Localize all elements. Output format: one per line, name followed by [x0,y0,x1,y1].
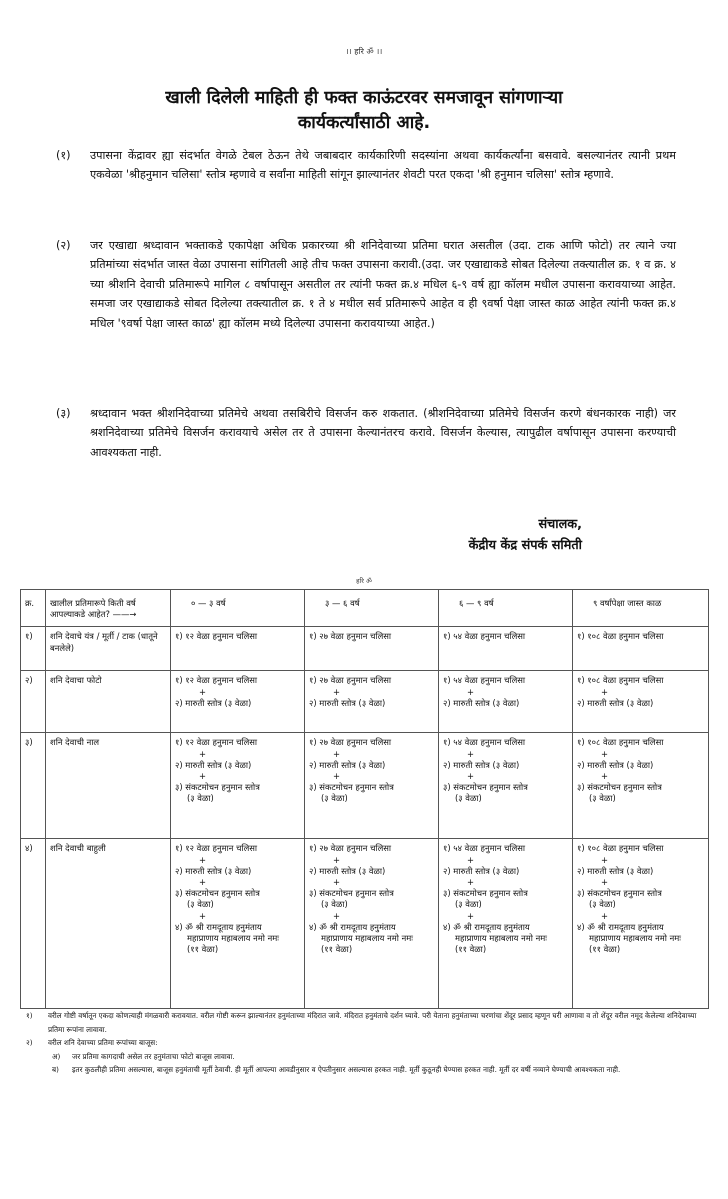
row-number: २) [21,671,46,733]
upasana-item: २) मारुती स्तोत्र (३ वेळा) [309,865,386,876]
header-6-9-years: ६ — ९ वर्ष [439,590,573,627]
upasana-item: ४) ॐ श्री रामदूताय हनुमंताय [577,921,664,932]
upasana-item: (११ वेळा) [321,944,353,955]
signature-title: संचालक, [538,517,582,532]
upasana-item: ३) संकटमोचन हनुमान स्तोत्र [443,888,528,899]
plus-sign: + [199,771,207,782]
row-image-type: शनि देवाची बाहुली [46,839,171,1009]
plus-sign: + [467,910,475,921]
table-row [21,671,709,733]
plus-sign: + [467,877,475,888]
plus-sign: + [199,748,207,759]
plus-sign: + [467,771,475,782]
paragraph-number: (१) [56,149,71,162]
upasana-item: (३ वेळा) [321,899,348,910]
upasana-item: (३ वेळा) [321,793,348,804]
plus-sign: + [467,748,475,759]
footnote-key: ब) [52,1065,59,1075]
plus-sign: + [199,910,207,921]
paragraph-3 [56,404,676,462]
upasana-item: १) ५४ वेळा हनुमान चलिसा [443,737,526,748]
upasana-item: १) १२ वेळा हनुमान चलिसा [175,631,258,642]
upasana-item: २) मारुती स्तोत्र (३ वेळा) [175,759,252,770]
upasana-item: ४) ॐ श्री रामदूताय हनुमंताय [309,921,396,932]
plus-sign: + [333,686,341,697]
paragraph-text: जर एखाद्या श्रध्दावान भक्ताकडे एकापेक्षा अधिक प्रकारच्या श्री शनिदेवाच्या प्रतिमा घरात असतील (उदा. टाक आणि फोटो) तर त्याने ज्या प्रतिमांच्या संदर्भात जास्त वेळा उपासना सांगितली आहे तीच फक्त उपासना करावी.(उदा. जर एखाद्याकडे सोबत दिलेल्या तक्त्यातील क्र. १ व क्र. ४ च्या श्रीशनि देवाची प्रतिमारूपे मागिल ८ वर्षापासून असतील तर त्यांनी फक्त क्र.४ मधिल ६-९ वर्ष ह्या कॉलम मधील उपासना करावयाच्या आहेत. समजा जर एखाद्याकडे सोबत दिलेल्या तक्त्यातील क्र. १ ते ४ मधील सर्व प्रतिमारूपे आहेत व ही ९वर्षा पेक्षा जास्त काळ आहेत त्यांनी फक्त क्र.४ मधिल '९वर्षा पेक्षा जास्त काळ' ह्या कॉलम मध्ये दिलेल्या उपासना करावयाच्या आहेत.) [90,239,676,330]
upasana-item: ३) संकटमोचन हनुमान स्तोत्र [309,782,394,793]
header-3-6-years: ३ — ६ वर्ष [305,590,439,627]
upasana-item: १) २७ वेळा हनुमान चलिसा [309,843,392,854]
upasana-item: २) मारुती स्तोत्र (३ वेळा) [175,697,252,708]
footnote-text: वरील शनि देवाच्या प्रतिमा रूपांच्या बाजूस: [48,1038,158,1048]
upasana-item: (३ वेळा) [455,899,482,910]
upasana-item: १) १०८ वेळा हनुमान चलिसा [577,737,664,748]
paragraph-1 [56,146,676,185]
paragraph-text: उपासना केंद्रावर ह्या संदर्भात वेगळे टेबल ठेऊन तेथे जबाबदार कार्यकारिणी सदस्यांना अथवा कार्यकर्त्यांना बसवावे. बसल्यानंतर त्यानी प्रथम एकवेळा 'श्रीहनुमान चलिसा' स्तोत्र म्हणावे व सर्वांना माहिती सांगून झाल्यानंतर शेवटी परत एकदा 'श्री हनुमान चलिसा' स्तोत्र म्हणावे. [90,149,676,182]
upasana-item: २) मारुती स्तोत्र (३ वेळा) [175,865,252,876]
upasana-item: २) मारुती स्तोत्र (३ वेळा) [309,697,386,708]
header-9-plus-years: ९ वर्षांपेक्षा जास्त काळ [573,590,709,627]
upasana-item: २) मारुती स्तोत्र (३ वेळा) [577,759,654,770]
upasana-item: २) मारुती स्तोत्र (३ वेळा) [443,759,520,770]
upasana-item: २) मारुती स्तोत्र (३ वेळा) [309,759,386,770]
upasana-item: (३ वेळा) [589,793,616,804]
upasana-item: महाप्राणाय महाबलाय नमो नमः [455,933,547,944]
row-upasana-cell [171,839,305,1009]
footnote-text: इतर कुठलीही प्रतिमा असल्यास, बाजूस हनुमंताची मूर्ती ठेवावी. ही मूर्ती आपल्या आवडीनुसार व ऐपतीनुसार असल्यास हरकत नाही. मूर्ती कुठूनही घेण्यास हरकत नाही. मूर्ती दर वर्षी नव्याने घेण्याची आवश्यकता नाही. [72,1065,621,1075]
paragraph-text: श्रध्दावान भक्त श्रीशनिदेवाच्या प्रतिमेचे अथवा तसबिरीचे विसर्जन करु शकतात. (श्रीशनिदेवाच्या प्रतिमेचे विसर्जन करणे बंधनकारक नाही) जर श्रशनिदेवाच्या प्रतिमेचे विसर्जन करावयाचे असेल तर ते उपासना केल्यानंतरच करावे. विसर्जन केल्यास, त्यापुढील वर्षापासून उपासना करण्याची आवश्यकता नाही. [90,407,676,459]
signature-block [469,514,582,556]
plus-sign: + [601,748,609,759]
signature-committee: केंद्रीय केंद्र संपर्क समिती [468,538,582,553]
footnote-key: अ) [52,1051,61,1061]
upasana-item: महाप्राणाय महाबलाय नमो नमः [321,933,413,944]
plus-sign: + [601,910,609,921]
upasana-item: (३ वेळा) [187,899,214,910]
footnote-item [20,1050,708,1064]
plus-sign: + [601,854,609,865]
footnote-text: वरील गोष्टी वर्षातून एकदा कोणत्याही मंगळवारी करावयात. वरील गोष्टी करून झाल्यानंतर हनुमंताच्या मंदिरात जावे. मंदिरात हनुमंताचे दर्शन घ्यावे. परी येताना हनुमंताच्या चरणांचा शेंदूर प्रसाद म्हणून घरी आणावा व तो शेंदूर वरील नमूद केलेल्या शनिदेवाच्या प्रतिमा रूपांना लावावा. [48,1011,697,1034]
upasana-item: २) मारुती स्तोत्र (३ वेळा) [577,865,654,876]
plus-sign: + [601,771,609,782]
row-upasana-cell [171,733,305,839]
upasana-item: १) २७ वेळा हनुमान चलिसा [309,675,392,686]
plus-sign: + [601,686,609,697]
plus-sign: + [333,910,341,921]
footnote-text: जर प्रतिमा कागदाची असेल तर हनुमंताचा फोटो बाजूस लावावा. [72,1051,235,1061]
upasana-item: (३ वेळा) [589,899,616,910]
upasana-item: १) १०८ वेळा हनुमान चलिसा [577,843,664,854]
upasana-item: ३) संकटमोचन हनुमान स्तोत्र [175,888,260,899]
upasana-item: ३) संकटमोचन हनुमान स्तोत्र [175,782,260,793]
upasana-item: १) २७ वेळा हनुमान चलिसा [309,737,392,748]
plus-sign: + [199,854,207,865]
row-upasana-cell [573,671,709,733]
footnote-item [20,1009,708,1036]
plus-sign: + [601,877,609,888]
table-page-mark: हरि ॐ [356,577,372,585]
plus-sign: + [333,748,341,759]
footnote-key: १) [26,1011,33,1020]
upasana-item: २) मारुती स्तोत्र (३ वेळा) [443,865,520,876]
upasana-item: १) ५४ वेळा हनुमान चलिसा [443,675,526,686]
row-upasana-cell [573,839,709,1009]
upasana-item: (३ वेळा) [455,793,482,804]
upasana-item: १) १०८ वेळा हनुमान चलिसा [577,675,664,686]
upasana-item: ३) संकटमोचन हनुमान स्तोत्र [577,888,662,899]
row-upasana-cell [573,733,709,839]
upasana-item: ३) संकटमोचन हनुमान स्तोत्र [309,888,394,899]
upasana-item: १) २७ वेळा हनुमान चलिसा [309,631,392,642]
plus-sign: + [199,877,207,888]
row-upasana-cell [305,627,439,671]
table-row [21,839,709,1009]
upasana-item: (३ वेळा) [187,793,214,804]
page-title [50,86,678,136]
row-upasana-cell [305,671,439,733]
row-number: ४) [21,839,46,1009]
upasana-item: २) मारुती स्तोत्र (३ वेळा) [577,697,654,708]
row-upasana-cell [439,839,573,1009]
row-number: १) [21,627,46,671]
upasana-item: (११ वेळा) [187,944,219,955]
plus-sign: + [333,771,341,782]
title-line-2: कार्यकर्त्यांसाठी आहे. [297,113,431,133]
footnote-item [20,1063,708,1077]
plus-sign: + [333,854,341,865]
footnote-item [20,1036,708,1050]
row-number: ३) [21,733,46,839]
upasana-item: १) १२ वेळा हनुमान चलिसा [175,843,258,854]
row-upasana-cell [171,627,305,671]
paragraph-number: (३) [56,407,71,420]
upasana-item: ४) ॐ श्री रामदूताय हनुमंताय [443,921,530,932]
upasana-item: (११ वेळा) [589,944,621,955]
row-upasana-cell [439,671,573,733]
upasana-item: ३) संकटमोचन हनुमान स्तोत्र [577,782,662,793]
upasana-item: १) १२ वेळा हनुमान चलिसा [175,675,258,686]
upasana-item: १) ५४ वेळा हनुमान चलिसा [443,843,526,854]
upasana-item: महाप्राणाय महाबलाय नमो नमः [187,933,279,944]
plus-sign: + [333,877,341,888]
upasana-item: २) मारुती स्तोत्र (३ वेळा) [443,697,520,708]
upasana-item: १) ५४ वेळा हनुमान चलिसा [443,631,526,642]
header-num: क्र. [21,590,46,627]
row-upasana-cell [573,627,709,671]
title-line-1: खाली दिलेली माहिती ही फक्त काऊंटरवर समजावून सांगणाऱ्या [165,88,563,108]
page-mark: ।। हरि ॐ ।। [345,47,383,56]
plus-sign: + [467,854,475,865]
row-image-type: शनि देवाची नाल [46,733,171,839]
row-upasana-cell [171,671,305,733]
header-image-type: खालील प्रतिमारूपे किती वर्ष आपल्याकडे आहेत? ——→ [46,590,171,627]
footnotes [20,1009,708,1077]
plus-sign: + [199,686,207,697]
upasana-item: १) १२ वेळा हनुमान चलिसा [175,737,258,748]
row-upasana-cell [439,627,573,671]
paragraph-2 [56,236,676,333]
plus-sign: + [467,686,475,697]
upasana-item: महाप्राणाय महाबलाय नमो नमः [589,933,681,944]
row-upasana-cell [439,733,573,839]
upasana-item: ३) संकटमोचन हनुमान स्तोत्र [443,782,528,793]
row-upasana-cell [305,839,439,1009]
upasana-item: १) १०८ वेळा हनुमान चलिसा [577,631,664,642]
paragraph-number: (२) [56,239,71,252]
footnote-key: २) [26,1038,33,1048]
header-0-3-years: ० — ३ वर्ष [171,590,305,627]
upasana-table [20,589,709,1009]
upasana-item: ४) ॐ श्री रामदूताय हनुमंताय [175,921,262,932]
row-upasana-cell [305,733,439,839]
row-image-type: शनि देवाचे यंत्र / मूर्ती / टाक (धातूने बनलेले) [46,627,171,671]
table-row [21,627,709,671]
upasana-item: (११ वेळा) [455,944,487,955]
table-row [21,733,709,839]
table-header-row [21,590,709,627]
row-image-type: शनि देवाचा फोटो [46,671,171,733]
